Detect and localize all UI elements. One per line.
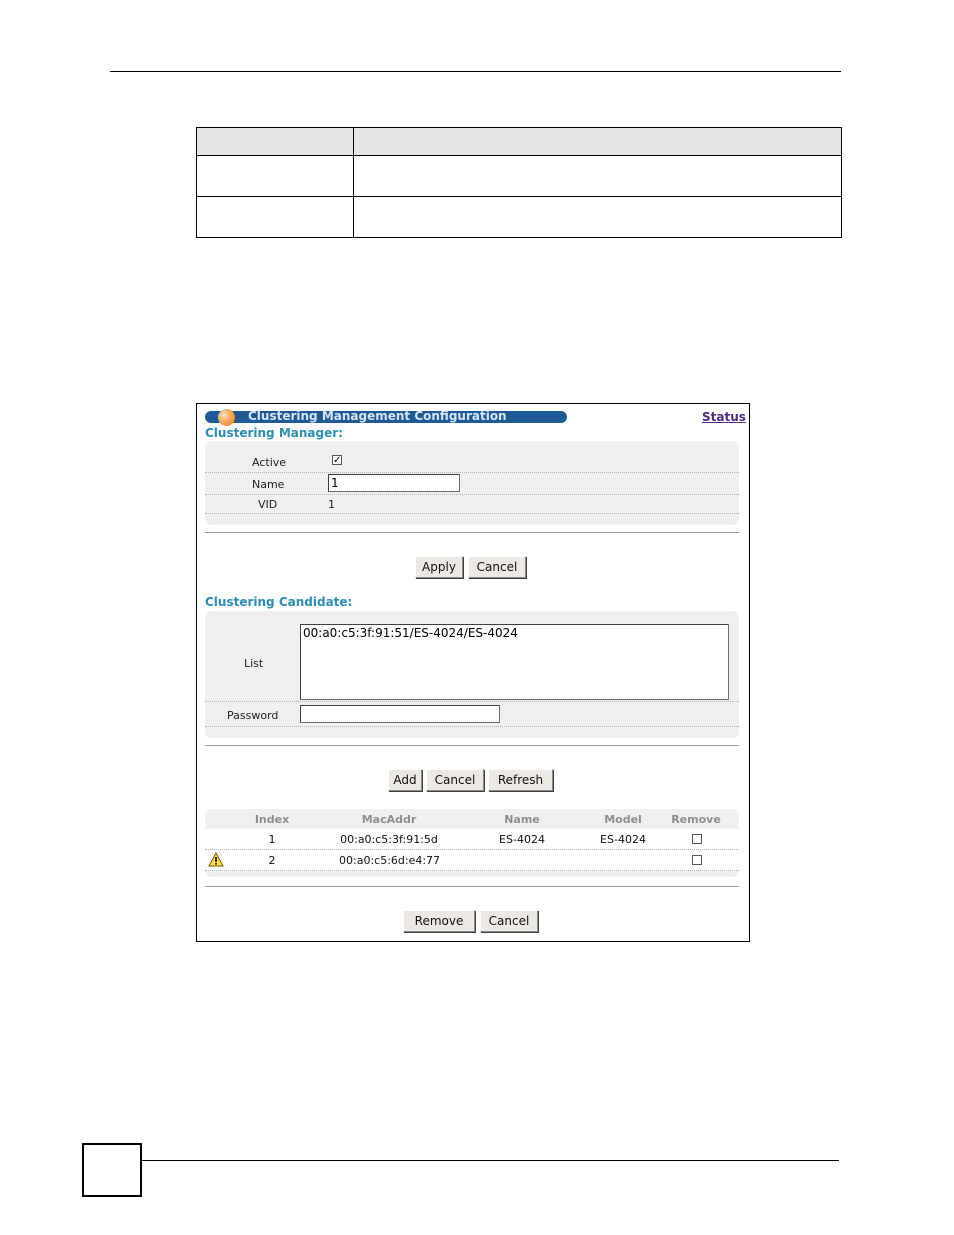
table-row: [205, 829, 739, 850]
active-checkbox[interactable]: [332, 455, 342, 465]
col-name: Name: [504, 813, 540, 826]
remove-checkbox[interactable]: [692, 855, 702, 865]
footer-rule: [140, 1160, 839, 1161]
candidate-section-title: Clustering Candidate:: [205, 595, 353, 609]
password-row: [205, 702, 739, 727]
password-label: Password: [227, 709, 279, 722]
clustering-screenshot: [196, 403, 750, 942]
page-number-box: [82, 1143, 142, 1197]
name-row: [205, 473, 739, 495]
password-input[interactable]: [300, 705, 500, 723]
manager-section-title: Clustering Manager:: [205, 426, 343, 440]
vid-value: 1: [328, 498, 335, 511]
separator: [205, 532, 739, 533]
header-rule: [110, 71, 841, 72]
list-label: List: [244, 657, 264, 670]
checkmark-icon: ✓: [333, 455, 342, 466]
doc-table-row: [197, 197, 842, 238]
remove-checkbox[interactable]: [692, 834, 702, 844]
row-name: ES-4024: [499, 833, 545, 846]
add-button[interactable]: Add: [388, 769, 422, 791]
col-index: Index: [254, 813, 290, 826]
members-table: [205, 809, 739, 877]
col-remove: Remove: [671, 813, 721, 826]
name-label: Name: [252, 478, 285, 491]
active-label: Active: [252, 456, 287, 469]
doc-table-header-row: [197, 128, 842, 156]
col-model: Model: [604, 813, 642, 826]
separator: [205, 745, 739, 746]
vid-row: [205, 495, 739, 514]
col-macaddr: MacAddr: [361, 813, 417, 826]
list-row: [205, 620, 739, 702]
row-model: ES-4024: [600, 833, 646, 846]
candidate-cancel-button[interactable]: Cancel: [426, 769, 484, 791]
vid-label: VID: [258, 498, 278, 511]
row-index: 1: [268, 833, 276, 846]
doc-table-row: [197, 156, 842, 197]
candidate-list-item[interactable]: 00:a0:c5:3f:91:51/ES-4024/ES-4024: [303, 626, 518, 640]
doc-table: [196, 127, 842, 238]
warning-icon: [208, 852, 224, 867]
separator: [205, 886, 739, 887]
manager-cancel-button[interactable]: Cancel: [468, 556, 526, 578]
status-link[interactable]: Status: [702, 410, 746, 424]
manager-panel: [205, 441, 739, 525]
row-mac: 00:a0:c5:6d:e4:77: [339, 854, 441, 867]
remove-button[interactable]: Remove: [403, 910, 475, 932]
row-index: 2: [268, 854, 276, 867]
active-row: [205, 451, 739, 473]
screen-title: Clustering Management Configuration: [248, 409, 507, 423]
candidate-list[interactable]: [300, 624, 729, 700]
table-row: [205, 850, 739, 871]
members-cancel-button[interactable]: Cancel: [480, 910, 538, 932]
refresh-button[interactable]: Refresh: [488, 769, 553, 791]
apply-button[interactable]: Apply: [415, 556, 463, 578]
row-mac: 00:a0:c5:3f:91:5d: [340, 833, 438, 846]
name-input[interactable]: 1: [328, 474, 460, 492]
orb-icon: [218, 409, 235, 426]
candidate-panel: [205, 611, 739, 738]
